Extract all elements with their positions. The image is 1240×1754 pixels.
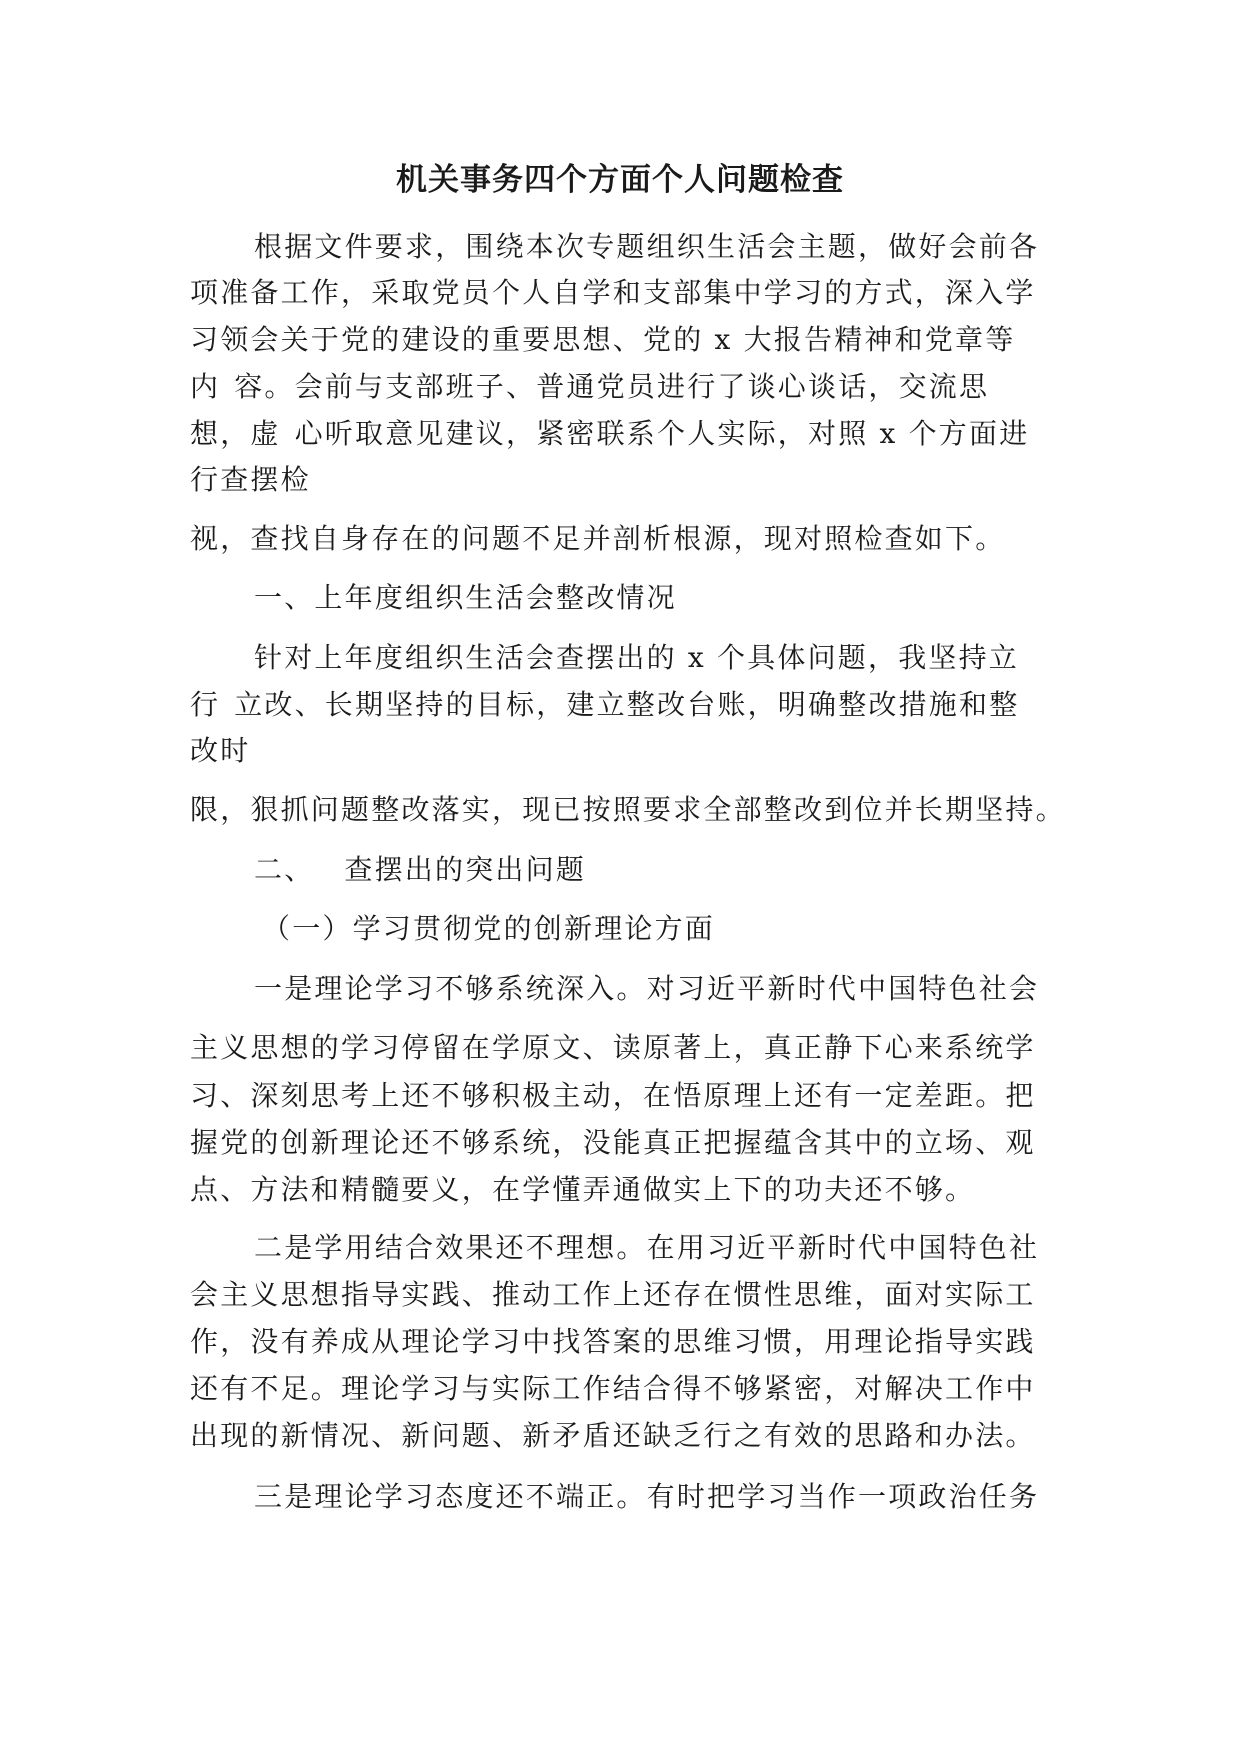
para-2-line-5: 出现的新情况、新问题、新矛盾还缺乏行之有效的思路和办法。 xyxy=(190,1419,1036,1452)
para-3-line-1: 三是理论学习态度还不端正。有时把学习当作一项政治任务 xyxy=(254,1480,1040,1513)
section-1-line-2-b: 立改、长期坚持的目标，建立整改台账，明确整改措施和整 xyxy=(234,688,1020,721)
para-1-line-2: 主义思想的学习停留在学原文、读原著上，真正静下心来系统学 xyxy=(190,1031,1036,1064)
section-2-heading-text: 查摆出的突出问题 xyxy=(344,853,587,886)
intro-line-4-a: 内 xyxy=(190,370,221,403)
para-2-line-3: 作，没有养成从理论学习中找答案的思维习惯，用理论指导实践 xyxy=(190,1325,1036,1358)
section-1-line-1: 针对上年度组织生活会查摆出的 x 个具体问题，我坚持立 xyxy=(254,641,1019,674)
intro-line-5-b: 心听取意见建议，紧密联系个人实际，对照 x 个方面进 xyxy=(294,417,1030,450)
subsection-1-heading: （一）学习贯彻党的创新理论方面 xyxy=(262,912,716,945)
intro-line-6: 行查摆检 xyxy=(190,463,311,496)
para-1-line-4: 握党的创新理论还不够系统，没能真正把握蕴含其中的立场、观 xyxy=(190,1126,1036,1159)
intro-line-2: 项准备工作，采取党员个人自学和支部集中学习的方式，深入学 xyxy=(190,276,1036,309)
para-1-line-3: 习、深刻思考上还不够积极主动，在悟原理上还有一定差距。把 xyxy=(190,1079,1036,1112)
section-1-line-2-a: 行 xyxy=(190,688,221,721)
document-title: 机关事务四个方面个人问题检查 xyxy=(396,162,844,198)
para-1-line-5: 点、方法和精髓要义，在学懂弄通做实上下的功夫还不够。 xyxy=(190,1173,976,1206)
section-1-line-4: 限，狠抓问题整改落实，现已按照要求全部整改到位并长期坚持。 xyxy=(190,793,1066,826)
intro-line-3: 习领会关于党的建设的重要思想、党的 x 大报告精神和党章等 xyxy=(190,323,1016,356)
section-2-heading xyxy=(254,848,586,892)
section-2-heading-num: 二、 xyxy=(254,853,315,886)
para-1-line-1: 一是理论学习不够系统深入。对习近平新时代中国特色社会 xyxy=(254,972,1040,1005)
intro-line-5-a: 想，虚 xyxy=(190,417,281,450)
intro-line-1: 根据文件要求，围绕本次专题组织生活会主题，做好会前各 xyxy=(254,230,1040,263)
para-2-line-2: 会主义思想指导实践、推动工作上还存在惯性思维，面对实际工 xyxy=(190,1278,1036,1311)
section-1-line-2 xyxy=(190,683,1019,727)
intro-line-5 xyxy=(190,412,1029,456)
section-1-heading: 一、上年度组织生活会整改情况 xyxy=(254,581,677,614)
para-2-line-1: 二是学用结合效果还不理想。在用习近平新时代中国特色社 xyxy=(254,1231,1040,1264)
section-1-line-3: 改时 xyxy=(190,734,251,767)
intro-line-4-b: 容。会前与支部班子、普通党员进行了谈心谈话，交流思 xyxy=(234,370,990,403)
intro-line-7: 视，查找自身存在的问题不足并剖析根源，现对照检查如下。 xyxy=(190,522,1006,555)
para-2-line-4: 还有不足。理论学习与实际工作结合得不够紧密，对解决工作中 xyxy=(190,1372,1036,1405)
intro-line-4 xyxy=(190,365,989,409)
